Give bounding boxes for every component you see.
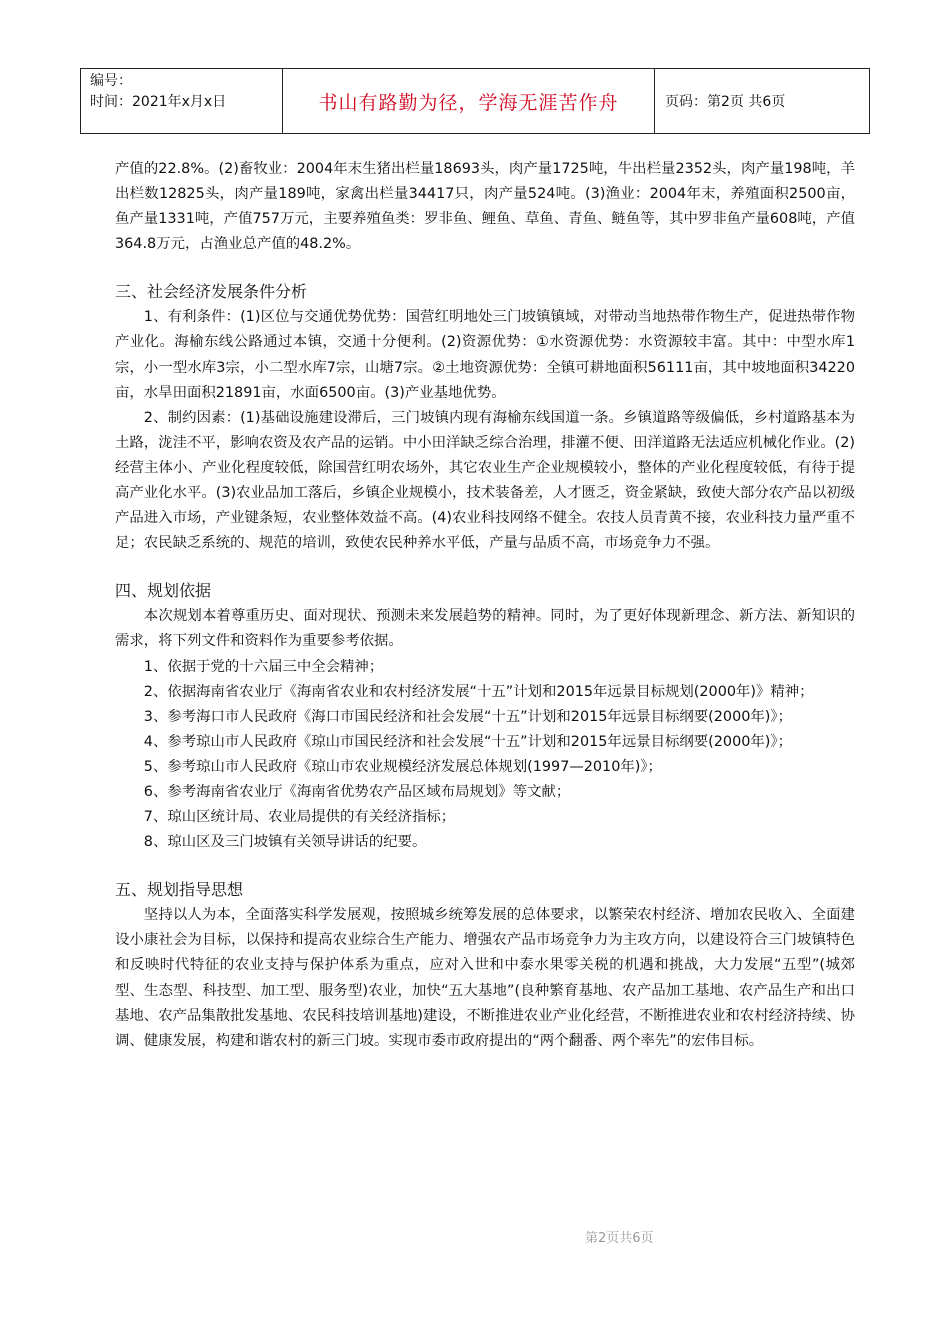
list-item: 2、依据海南省农业厅《海南省农业和农村经济发展“十五”计划和2015年远景目标规划(2000年)》精神； <box>143 683 814 700</box>
header-meta <box>81 69 283 133</box>
footer-page-mark: 第2页共6页 <box>585 1231 654 1246</box>
time-label: 时间：2021年x月x日 <box>90 94 227 110</box>
paragraph-constraints: 2、制约因素：(1)基础设施建设滞后，三门坡镇内现有海榆东线国道一条。乡镇道路等级偏低，乡村道路基本为土路，泷洼不平，影响农资及农产品的运销。中小田洋缺乏综合治理，排灌不便、田洋道路无法适应机械化作业。(2)经营主体小、产业化程度较低，除国营红明农场外，其它农业生产企业规模较小，整体的产业化程度较低，有待于提高产业化水平。(3)农业品加工落后，乡镇企业规模小，技术装备差，人才匮乏，资金紧缺，致使大部分农产品以初级产品进入市场，产业键条短，农业整体效益不高。(4)农业科技网络不健全。农技人员青黄不接，农业科技力量严重不足；农民缺乏系统的、规范的培训，致使农民种养水平低，产量与品质不高，市场竞争力不强。 <box>115 409 855 552</box>
list-item: 8、琼山区及三门坡镇有关领导讲话的纪要。 <box>143 834 427 851</box>
list-item: 6、参考海南省农业厅《海南省优势农产品区域布局规划》等文献； <box>143 783 571 800</box>
paragraph-intro: 产值的22.8%。(2)畜牧业：2004年末生猪出栏量18693头，肉产量1725吨，牛出栏量2352头，肉产量198吨，羊出栏数12825头，肉产量189吨，家禽出栏量34417只，肉产量524吨。(3)渔业：2004年末，养殖面积2500亩，鱼产量1331吨，产值757万元，主要养殖鱼类：罗非鱼、鲤鱼、草鱼、青鱼、鲢鱼等，其中罗非鱼产量608吨，产值364.8万元，占渔业总产值的48.2%。 <box>115 161 855 253</box>
section-title-3: 三、社会经济发展条件分析 <box>115 282 308 302</box>
document-body <box>115 157 855 1054</box>
list-item: 4、参考琼山市人民政府《琼山市国民经济和社会发展“十五”计划和2015年远景目标纲要(2000年)》； <box>143 733 792 750</box>
header-motto: 书山有路勤为径，学海无涯苦作舟 <box>283 69 655 133</box>
paragraph-advantages: 1、有利条件：(1)区位与交通优势优势：国营红明地处三门坡镇镇域，对带动当地热带作物生产，促进热带作物产业化。海榆东线公路通过本镇，交通十分便利。(2)资源优势：①水资源优势：水资源较丰富。其中：中型水库1宗，小一型水库3宗，小二型水库7宗，山塘7宗。②土地资源优势：全镇可耕地面积56111亩，其中坡地面积34220亩，水旱田面积21891亩，水面6500亩。(3)产业基地优势。 <box>115 309 855 401</box>
paragraph-basis-intro: 本次规划本着尊重历史、面对现状、预测未来发展趋势的精神。同时，为了更好体现新理念、新方法、新知识的需求，将下列文件和资料作为重要参考依据。 <box>115 608 855 650</box>
page-header <box>80 68 870 134</box>
list-item: 1、依据于党的十六届三中全会精神； <box>143 658 384 675</box>
section-title-4: 四、规划依据 <box>115 581 212 601</box>
list-item: 3、参考海口市人民政府《海口市国民经济和社会发展“十五”计划和2015年远景目标纲要(2000年)》； <box>143 708 792 725</box>
header-page-info: 页码：第2页 共6页 <box>665 94 786 110</box>
list-item: 5、参考琼山市人民政府《琼山市农业规模经济发展总体规划(1997—2010年)》； <box>143 758 662 775</box>
paragraph-guiding-thought: 坚持以人为本，全面落实科学发展观，按照城乡统筹发展的总体要求，以繁荣农村经济、增加农民收入、全面建设小康社会为目标，以保持和提高农业综合生产能力、增强农产品市场竞争力为主攻方向，以建设符合三门坡镇特色和反映时代特征的农业支持与保护体系为重点，应对入世和中泰水果零关税的机遇和挑战，大力发展“五型”(城郊型、生态型、科技型、加工型、服务型)农业，加快“五大基地”(良种繁育基地、农产品加工基地、农产品生产和出口基地、农产品集散批发基地、农民科技培训基地)建设，不断推进农业产业化经营，不断推进农业和农村经济持续、协调、健康发展，构建和谐农村的新三门坡。实现市委市政府提出的“两个翻番、两个率先”的宏伟目标。 <box>115 907 855 1049</box>
list-item: 7、琼山区统计局、农业局提供的有关经济指标； <box>143 809 456 826</box>
number-label: 编号： <box>90 73 132 89</box>
section-title-5: 五、规划指导思想 <box>115 880 244 900</box>
